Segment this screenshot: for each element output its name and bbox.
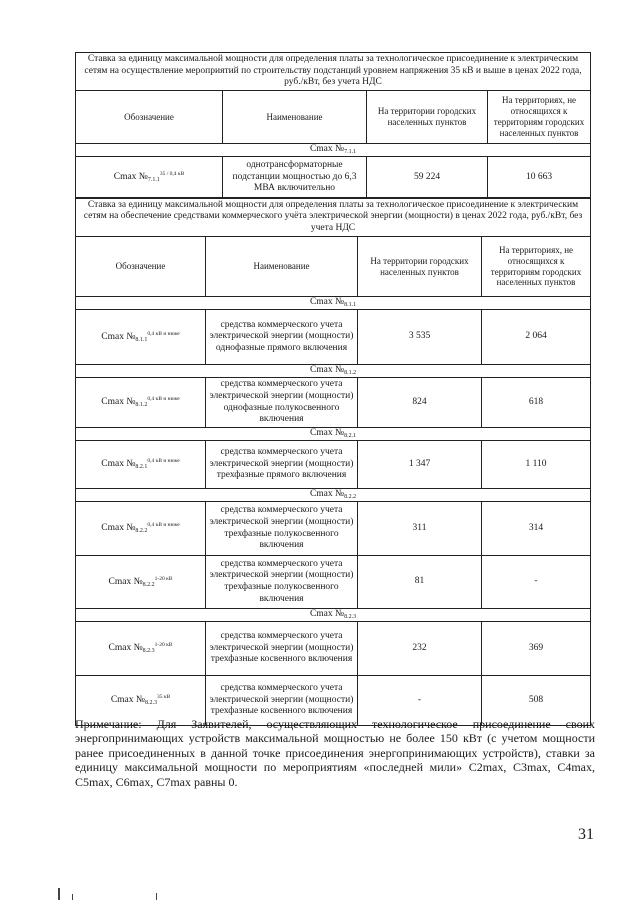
row-urban-value: 232 <box>358 622 482 676</box>
row-name: средства коммерческого учета электрической энергии (мощности) однофазные полукосвенного включения <box>206 378 358 428</box>
section-row: Cmax $№_{7.1.1}$ <box>76 144 591 157</box>
row-rural-value: 314 <box>482 502 591 556</box>
row-code: Cmax $№_{8.1.1}^{0,4 кВ и ниже}$ <box>76 310 206 365</box>
header-name: Наименование <box>223 91 367 144</box>
row-rural-value: 618 <box>482 378 591 428</box>
row-rural-value: 369 <box>482 622 591 676</box>
row-code: Cmax $№_{8.2.3}^{1-20 кВ}$ <box>76 622 206 676</box>
section-row: Cmax $№_{8.1.1}$ <box>76 297 591 310</box>
row-code: Cmax $№_{8.2.1}^{0,4 кВ и ниже}$ <box>76 441 206 489</box>
header-designation: Обозначение <box>76 237 206 297</box>
header-rural: На территориях, не относящихся к территориям городских населенных пунктов <box>488 91 591 144</box>
header-designation: Обозначение <box>76 91 223 144</box>
header-name: Наименование <box>206 237 358 297</box>
section-row: Cmax $№_{8.2.3}$ <box>76 609 591 622</box>
row-name: средства коммерческого учета электрической энергии (мощности) трехфазные косвенного включения <box>206 622 358 676</box>
table-title: Ставка за единицу максимальной мощности для определения платы за технологическое присоединение к электрическим сетям на осуществление мероприятий по строительству подстанций уровнем напряжения 35 кВ и выше в ценах 2022 года, руб./кВт, без учета НДС <box>76 53 591 91</box>
row-rural-value: - <box>482 556 591 609</box>
header-urban: На территории городских населенных пунктов <box>358 237 482 297</box>
row-rural-value: 10 663 <box>488 157 591 199</box>
row-name: средства коммерческого учета электрической энергии (мощности) однофазные прямого включения <box>206 310 358 365</box>
row-urban-value: 3 535 <box>358 310 482 365</box>
table-title: Ставка за единицу максимальной мощности для определения платы за технологическое присоединение к электрическим сетям на обеспечение средствами коммерческого учёта электрической энергии (мощности) в ценах 2022 года, руб./кВт, без учета НДС <box>76 198 591 237</box>
header-rural: На территориях, не относящихся к территориям городских населенных пунктов <box>482 237 591 297</box>
header-urban: На территории городских населенных пунктов <box>367 91 488 144</box>
row-name: средства коммерческого учета электрической энергии (мощности) трехфазные прямого включения <box>206 441 358 489</box>
row-urban-value: 81 <box>358 556 482 609</box>
row-rural-value: 2 064 <box>482 310 591 365</box>
rate-table-substations <box>75 52 591 199</box>
row-name: средства коммерческого учета электрической энергии (мощности) трехфазные полукосвенного включения <box>206 502 358 556</box>
rate-table-metering <box>75 197 591 726</box>
row-code: Cmax $№_{8.1.2}^{0,4 кВ и ниже}$ <box>76 378 206 428</box>
row-urban-value: 1 347 <box>358 441 482 489</box>
row-urban-value: 59 224 <box>367 157 488 199</box>
row-urban-value: 311 <box>358 502 482 556</box>
scan-mark <box>156 893 157 900</box>
scan-mark <box>58 888 60 900</box>
page-number: 31 <box>578 826 594 843</box>
row-code: Cmax $№_{8.2.2}^{0,4 кВ и ниже}$ <box>76 502 206 556</box>
row-rural-value: 508 <box>482 676 591 726</box>
scan-mark <box>72 894 73 900</box>
section-row: Cmax $№_{8.2.2}$ <box>76 489 591 502</box>
row-name: однотрансформаторные подстанции мощностью до 6,3 МВА включительно <box>223 157 367 199</box>
row-urban-value: 824 <box>358 378 482 428</box>
row-rural-value: 1 110 <box>482 441 591 489</box>
section-row: Cmax $№_{8.2.1}$ <box>76 428 591 441</box>
row-name: средства коммерческого учета электрической энергии (мощности) трехфазные косвенного включения <box>206 676 358 726</box>
row-code: Cmax $№_{8.2.2}^{1-20 кВ}$ <box>76 556 206 609</box>
row-urban-value: - <box>358 676 482 726</box>
section-row: Cmax $№_{8.1.2}$ <box>76 365 591 378</box>
row-name: средства коммерческого учета электрической энергии (мощности) трехфазные полукосвенного включения <box>206 556 358 609</box>
row-code: Cmax $№_{7.1.1}^{35 / 0,4 кВ}$ <box>76 157 223 199</box>
row-code: Cmax $№_{8.2.3}^{35 кВ}$ <box>76 676 206 726</box>
footnote: Примечание: Для Заявителей, осуществляющих технологическое присоединение своих энергопринимающих устройств максимальной мощностью не более 150 кВт (с учетом мощности ранее присоединенных в данной точке присоединения энергопринимающих устройств), ставки за единицу максимальной мощности по мероприятиям «последней мили» C2max, C3max, C4max, C5max, C6max, C7max равны 0. <box>75 717 595 789</box>
